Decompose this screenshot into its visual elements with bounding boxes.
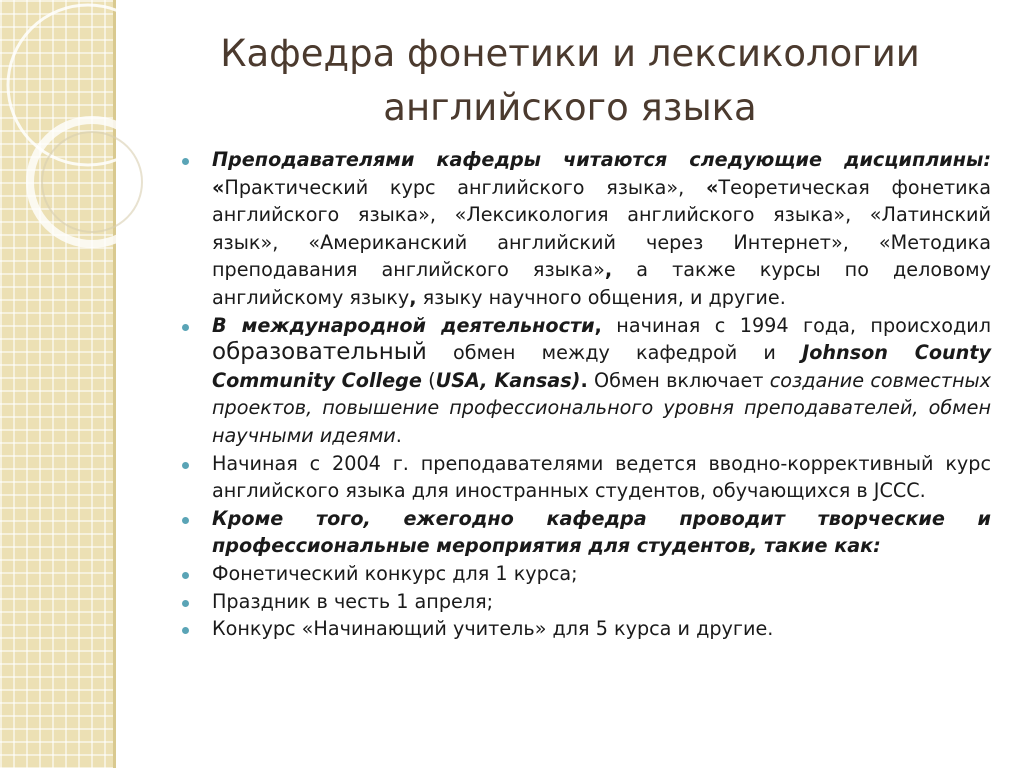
text-run: . (580, 368, 588, 392)
text-run: Johnson County Community College (212, 341, 991, 392)
list-item-phonetic-contest (176, 560, 991, 588)
text-run: языку научного общения, и другие. (416, 285, 786, 309)
text-run: , (594, 313, 602, 337)
slide-title-line2: английского языка (383, 86, 757, 129)
text-run: образовательный (212, 339, 427, 366)
text-run: Кроме того, ежегодно кафедра проводит творческие и профессиональные мероприятия для студентов, такие как: (212, 506, 991, 558)
slide-title-line1: Кафедра фонетики и лексикологии (220, 32, 920, 75)
text-run: Теоретическая фонетика английского языка», «Лексикология английского языка», «Латинский язык», «Американский английский через Интернет», «Методика преподавания английского языка» (212, 175, 991, 282)
text-run: а также курсы по деловому английскому языку (212, 258, 991, 309)
text-run: USA, Kansas) (435, 368, 581, 392)
text-run: « (212, 175, 225, 199)
text-run: Преподавателями кафедры читаются следующие дисциплины: (212, 148, 991, 171)
text-run: Праздник в честь 1 апреля; (212, 589, 494, 613)
list-item-events-intro (176, 505, 991, 560)
text-run: , (409, 285, 417, 309)
text-run: Конкурс «Начинающий учитель» для 5 курса и другие. (212, 617, 774, 641)
decorative-arc-2 (30, 120, 154, 244)
text-run: ( (421, 368, 436, 392)
bullet-list (176, 146, 991, 643)
text-run: Начиная с 2004 г. преподавателями ведется вводно-коррективный курс английского языка для иностранных студентов, обучающихся в JCCC. (212, 451, 991, 503)
text-run: В международной деятельности (212, 313, 595, 337)
list-item-disciplines (176, 146, 991, 312)
list-item-international (176, 312, 991, 450)
list-item-course-2004 (176, 450, 991, 505)
text-run: начиная с 1994 года, происходил (601, 313, 992, 337)
text-run: , (604, 258, 613, 282)
text-run: Практический курс английского языка», (224, 175, 706, 199)
text-run: Фонетический конкурс для 1 курса; (212, 561, 578, 585)
text-run: создание совместных проектов, повышение профессионального уровня преподавателей, обмен научными идеями (212, 368, 992, 447)
text-run: Обмен включает (587, 368, 770, 392)
list-item-teacher-contest (176, 615, 991, 643)
decorative-arc-1 (8, 5, 168, 165)
text-run: « (705, 175, 719, 199)
decorative-arc-3 (42, 132, 142, 232)
text-run: . (395, 423, 402, 447)
text-run: обмен между кафедрой и (426, 341, 803, 365)
list-item-april-holiday (176, 588, 991, 616)
